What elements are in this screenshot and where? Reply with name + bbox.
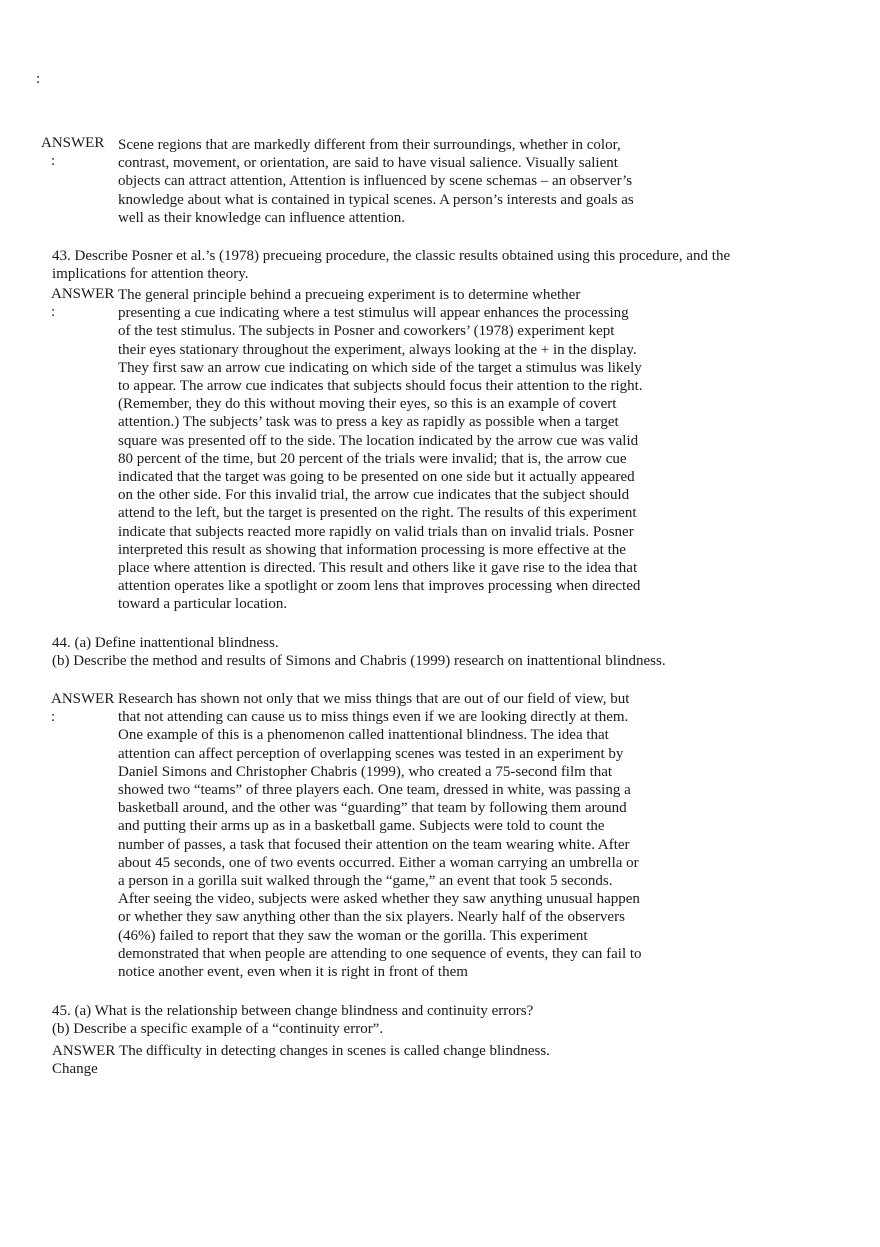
question-44-line: 44. (a) Define inattentional blindness. — [52, 635, 279, 651]
answer-45-label: ANSWER — [52, 1043, 116, 1059]
question-45-line: 45. (a) What is the relationship between change blindness and continuity errors? — [52, 1003, 534, 1019]
answer-45-text: The difficulty in detecting changes in scenes is called change blindness. — [119, 1043, 550, 1059]
answer-42-line: knowledge about what is contained in typical scenes. A person’s interests and goals as — [118, 191, 634, 208]
answer-43-line: presenting a cue indicating where a test stimulus will appear enhances the processing — [118, 305, 629, 322]
answer-45-line — [52, 1042, 550, 1060]
answer-43-line: They first saw an arrow cue indicating on which side of the target a stimulus was likely — [118, 359, 642, 376]
answer-44-line: a person in a gorilla suit walked through the “game,” an event that took 5 seconds. — [118, 873, 613, 890]
question-43-line: 43. Describe Posner et al.’s (1978) precueing procedure, the classic results obtained using this procedure, and the — [52, 248, 731, 264]
answer-43-line: to appear. The arrow cue indicates that subjects should focus their attention to the right. — [118, 378, 643, 395]
question-44-line: (b) Describe the method and results of Simons and Chabris (1999) research on inattentional blindness. — [52, 653, 666, 670]
answer-45-continued: Change — [52, 1061, 98, 1078]
question-43 — [52, 247, 730, 283]
answer-43-text — [118, 286, 643, 614]
answer-43-line: attend to the left, but the target is presented on the right. The results of this experiment — [118, 505, 637, 522]
answer-43-line: attention.) The subjects’ task was to press a key as rapidly as possible when a target — [118, 414, 619, 431]
answer-42-label-colon: : — [51, 153, 56, 169]
answer-42-text — [118, 136, 634, 227]
question-45-line: (b) Describe a specific example of a “continuity error”. — [52, 1021, 384, 1038]
answer-43-line: toward a particular location. — [118, 596, 288, 613]
answer-43-line: attention operates like a spotlight or zoom lens that improves processing when directed — [118, 578, 641, 595]
answer-43-line: square was presented off to the side. The location indicated by the arrow cue was valid — [118, 432, 639, 449]
answer-43-line: on the other side. For this invalid trial, the arrow cue indicates that the subject should — [118, 487, 630, 504]
answer-44-line: After seeing the video, subjects were asked whether they saw anything unusual happen — [118, 891, 640, 908]
answer-42-label: ANSWER — [41, 135, 105, 151]
answer-43-line: (Remember, they do this without moving their eyes, so this is an example of covert — [118, 396, 617, 413]
answer-45 — [52, 1042, 550, 1078]
answer-44-line: attention can affect perception of overlapping scenes was tested in an experiment by — [118, 745, 624, 762]
answer-42-line: Scene regions that are markedly different from their surroundings, whether in color, — [118, 137, 621, 153]
answer-44-line: number of passes, a task that focused their attention on the team wearing white. After — [118, 836, 630, 853]
answer-43-label: ANSWER — [51, 286, 115, 302]
answer-44-line: One example of this is a phenomenon called inattentional blindness. The idea that — [118, 727, 609, 744]
answer-43-line: The general principle behind a precueing experiment is to determine whether — [118, 287, 581, 303]
answer-43-line: interpreted this result as showing that information processing is more effective at the — [118, 541, 626, 558]
answer-44-line: (46%) failed to report that they saw the woman or the gorilla. This experiment — [118, 927, 588, 944]
answer-43-line: indicated that the target was going to be presented on one side but it actually appeared — [118, 469, 635, 486]
answer-43-line: their eyes stationary throughout the experiment, always looking at the + in the display. — [118, 341, 637, 358]
question-45 — [52, 1002, 533, 1038]
answer-44-line: Research has shown not only that we miss things that are out of our field of view, but — [118, 691, 630, 707]
question-43-line: implications for attention theory. — [52, 266, 249, 283]
answer-43-label-colon: : — [51, 304, 56, 320]
stray-colon: : — [36, 71, 41, 87]
answer-44-label-colon: : — [51, 709, 56, 725]
answer-44-line: basketball around, and the other was “guarding” that team by following them around — [118, 800, 627, 817]
answer-43-line: indicate that subjects reacted more rapidly on valid trials than on invalid trials. Posner — [118, 523, 634, 540]
answer-44-label: ANSWER — [51, 691, 115, 707]
answer-44-line: notice another event, even when it is right in front of them — [118, 964, 468, 981]
answer-44-line: that not attending can cause us to miss things even if we are looking directly at them. — [118, 709, 629, 726]
answer-44-line: demonstrated that when people are attending to one sequence of events, they can fail to — [118, 945, 642, 962]
question-44 — [52, 634, 666, 670]
answer-44-line: or whether they saw anything other than the six players. Nearly half of the observers — [118, 909, 625, 926]
answer-43-line: 80 percent of the time, but 20 percent of the trials were invalid; that is, the arrow cue — [118, 450, 627, 467]
answer-44-text — [118, 690, 642, 981]
answer-44-line: showed two “teams” of three players each. One team, dressed in white, was passing a — [118, 782, 631, 799]
answer-43-line: place where attention is directed. This result and others like it gave rise to the idea that — [118, 560, 638, 577]
answer-44-line: and putting their arms up as in a basketball game. Subjects were told to count the — [118, 818, 605, 835]
answer-43-line: of the test stimulus. The subjects in Posner and coworkers’ (1978) experiment kept — [118, 323, 615, 340]
answer-42-line: contrast, movement, or orientation, are said to have visual salience. Visually salient — [118, 155, 618, 172]
answer-42-line: objects can attract attention, Attention is influenced by scene schemas – an observer’s — [118, 173, 633, 190]
answer-44-line: about 45 seconds, one of two events occurred. Either a woman carrying an umbrella or — [118, 854, 639, 871]
answer-42-line: well as their knowledge can influence attention. — [118, 209, 405, 226]
answer-44-line: Daniel Simons and Christopher Chabris (1999), who created a 75-second film that — [118, 763, 613, 780]
